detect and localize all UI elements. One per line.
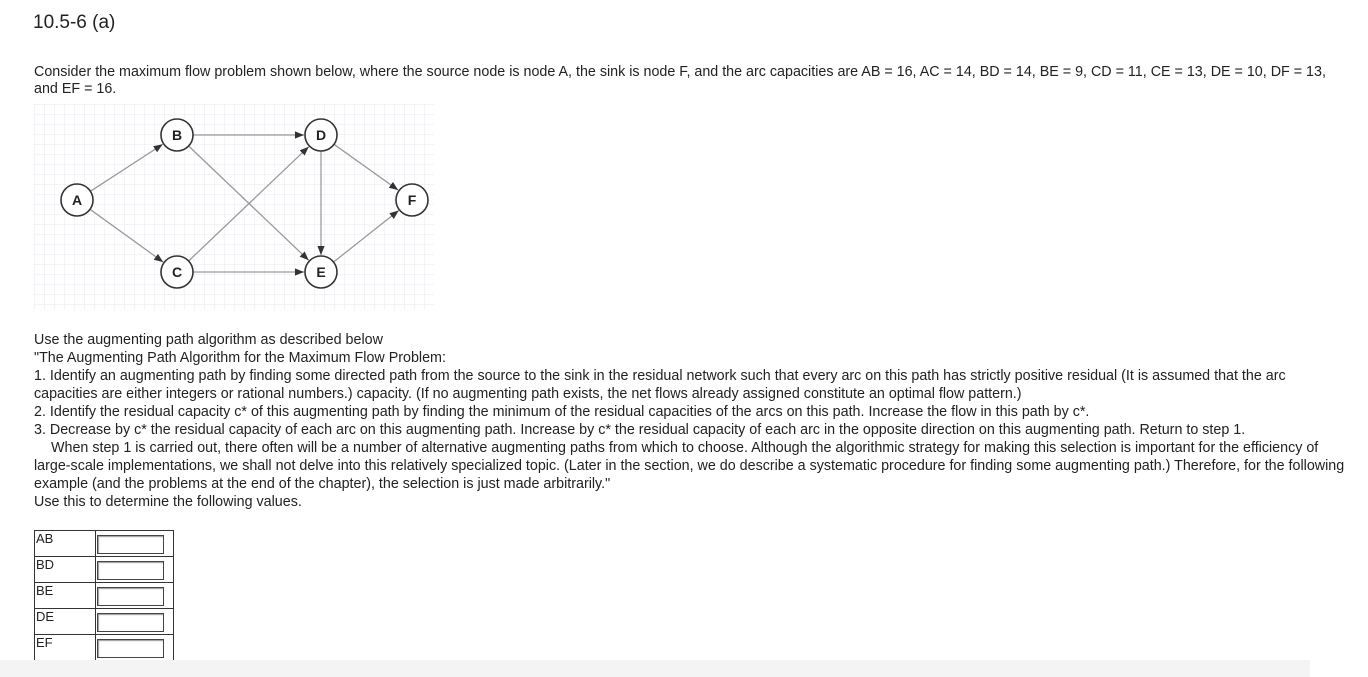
answer-input-ef[interactable] (97, 639, 164, 658)
answer-label-de: DE (35, 609, 96, 635)
answer-cell-ab (96, 531, 174, 557)
algorithm-step-1: 1. Identify an augmenting path by finding some directed path from the source to the sink in the residual network such that every arc on this path has strictly positive residual (It is assumed that the arc capacities are either integers or rational numbers.) capacity. (If no augmenting path exists, the net flows already assigned constitute an optimal flow pattern.) (34, 368, 1286, 402)
algorithm-step-2: 2. Identify the residual capacity c* of this augmenting path by finding the minimum of the residual capacities of the arcs on this path. Increase the flow in this path by c*. (34, 404, 1090, 420)
answer-row-de (35, 609, 174, 635)
algorithm-step-3: 3. Decrease by c* the residual capacity of each arc on this augmenting path. Increase by c* the residual capacity of each arc in the opposite direction on this augmenting path. Return to step 1. (34, 422, 1246, 438)
answer-row-ef (35, 635, 174, 661)
node-a (61, 184, 93, 216)
algorithm-note (34, 439, 1346, 493)
answer-row-be (35, 583, 174, 609)
algorithm-heading: "The Augmenting Path Algorithm for the Maximum Flow Problem: (34, 350, 446, 366)
answer-input-de[interactable] (97, 613, 164, 632)
bottom-scroll-area (0, 660, 1310, 677)
answer-table (34, 530, 174, 661)
answer-cell-bd (96, 557, 174, 583)
answer-input-ab[interactable] (97, 535, 164, 554)
node-label-a: A (71, 192, 83, 208)
answer-input-be[interactable] (97, 587, 164, 606)
node-c (161, 256, 193, 288)
answer-input-bd[interactable] (97, 561, 164, 580)
answer-label-ab: AB (35, 531, 96, 557)
network-diagram (34, 104, 434, 310)
node-label-f: F (407, 192, 417, 208)
node-label-d: D (315, 127, 327, 143)
node-f (396, 184, 428, 216)
instructions (34, 331, 1346, 511)
answer-row-ab (35, 531, 174, 557)
answer-label-ef: EF (35, 635, 96, 661)
node-b (161, 119, 193, 151)
answer-cell-de (96, 609, 174, 635)
problem-statement: Consider the maximum flow problem shown below, where the source node is node A, the sink is node F, and the arc capacities are AB = 16, AC = 14, BD = 14, BE = 9, CD = 11, CE = 13, DE = 10, DF = 13, and EF = 16. (34, 64, 1326, 97)
node-label-e: E (316, 264, 326, 280)
answer-label-bd: BD (35, 557, 96, 583)
answer-label-be: BE (35, 583, 96, 609)
node-d (305, 119, 337, 151)
network-diagram-svg (34, 104, 434, 310)
node-label-b: B (171, 127, 183, 143)
algorithm-note-text: When step 1 is carried out, there often will be a number of alternative augmenting paths from which to choose. Although the algorithmic strategy for making this selection is important for the efficiency of large-scale implementations, we shall not delve into this relatively specialized topic. (Later in the section, we do describe a systematic procedure for finding some augmenting path.) Therefore, for the following example (and the problems at the end of the chapter), the selection is just made arbitrarily." (34, 440, 1345, 492)
answer-cell-ef (96, 635, 174, 661)
node-label-c: C (171, 264, 183, 280)
instructions-closing: Use this to determine the following values. (34, 494, 302, 510)
problem-title: 10.5-6 (a) (33, 12, 116, 33)
node-e (305, 256, 337, 288)
instructions-intro: Use the augmenting path algorithm as described below (34, 332, 383, 348)
answer-cell-be (96, 583, 174, 609)
answer-row-bd (35, 557, 174, 583)
